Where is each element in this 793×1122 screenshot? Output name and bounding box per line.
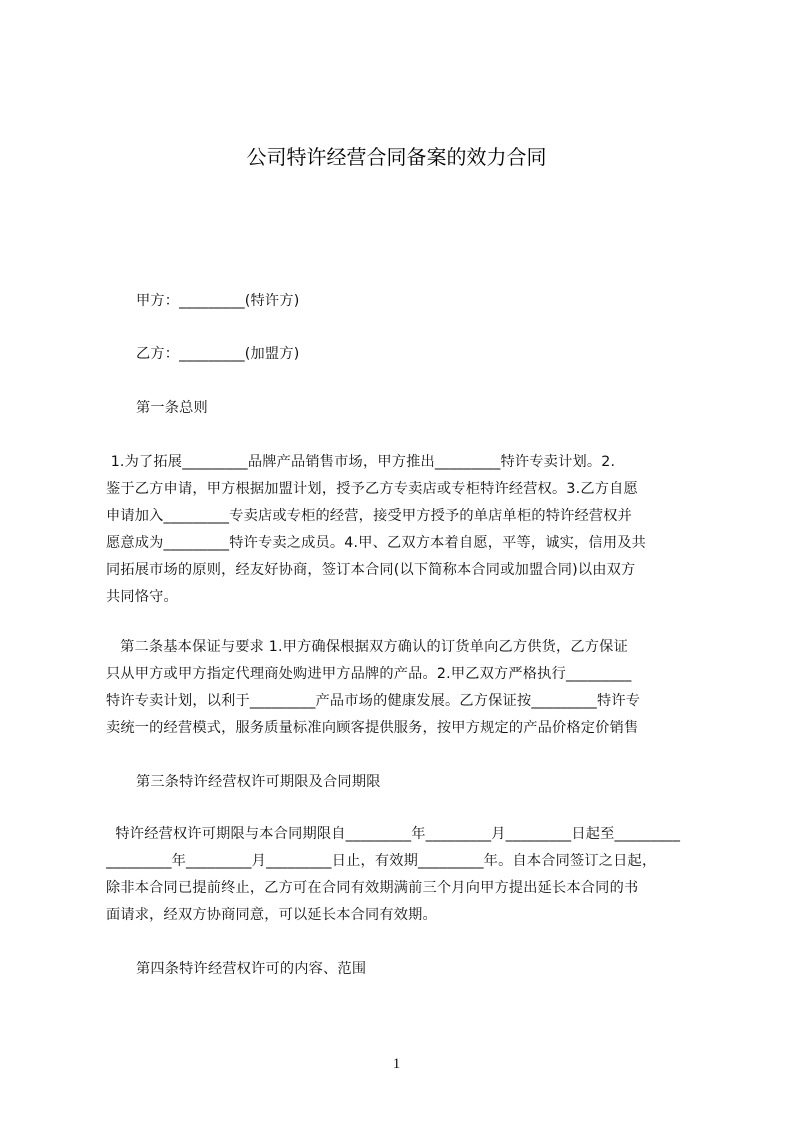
paragraph-line: 申请加入_________专卖店或专柜的经营，接受甲方授予的单店单柜的特许经营权并	[106, 508, 633, 524]
document-title: 公司特许经营合同备案的效力合同	[246, 145, 547, 169]
article-1-heading: 第一条总则	[136, 400, 208, 416]
paragraph-line: _________年_________月_________日止，有效期_________年。自本合同签订之日起，	[106, 853, 657, 869]
paragraph-line: 愿意成为_________特许专卖之成员。4.甲、乙双方本着自愿，平等，诚实，信用及共	[106, 535, 646, 551]
article-1-paragraph	[106, 449, 698, 611]
article-2-paragraph	[106, 634, 698, 742]
paragraph-line: 同拓展市场的原则，经友好协商，签订本合同(以下简称本合同或加盟合同)以由双方	[106, 562, 636, 578]
paragraph-line: 特许经营权许可期限与本合同期限自_________年_________月_________日起至_________	[106, 826, 681, 842]
paragraph-line: 1.为了拓展_________品牌产品销售市场，甲方推出_________特许专卖计划。2.	[106, 454, 616, 470]
article-3-paragraph	[106, 821, 698, 929]
article-3-heading: 第三条特许经营权许可期限及合同期限	[136, 774, 381, 790]
paragraph-line: 第二条基本保证与要求 1.甲方确保根据双方确认的订货单向乙方供货，乙方保证	[106, 639, 628, 655]
paragraph-line: 除非本合同已提前终止，乙方可在合同有效期满前三个月向甲方提出延长本合同的书	[106, 880, 639, 896]
paragraph-line: 鉴于乙方申请，甲方根据加盟计划，授予乙方专卖店或专柜特许经营权。3.乙方自愿	[106, 481, 638, 497]
paragraph-line: 面请求，经双方协商同意，可以延长本合同有效期。	[106, 907, 437, 923]
article-4-heading: 第四条特许经营权许可的内容、范围	[136, 961, 367, 977]
paragraph-line: 共同恪守。	[106, 589, 178, 605]
paragraph-line: 只从甲方或甲方指定代理商处购进甲方品牌的产品。2.甲乙双方严格执行_________	[106, 666, 632, 682]
page-number: 1	[392, 1056, 401, 1072]
paragraph-line: 特许专卖计划，以利于_________产品市场的健康发展。乙方保证按_________特许专	[106, 693, 641, 709]
paragraph-line: 卖统一的经营模式，服务质量标准向顾客提供服务，按甲方规定的产品价格定价销售	[106, 720, 639, 736]
party-b-line: 乙方：_________(加盟方)	[136, 346, 300, 362]
party-a-line: 甲方：_________(特许方)	[136, 293, 300, 309]
